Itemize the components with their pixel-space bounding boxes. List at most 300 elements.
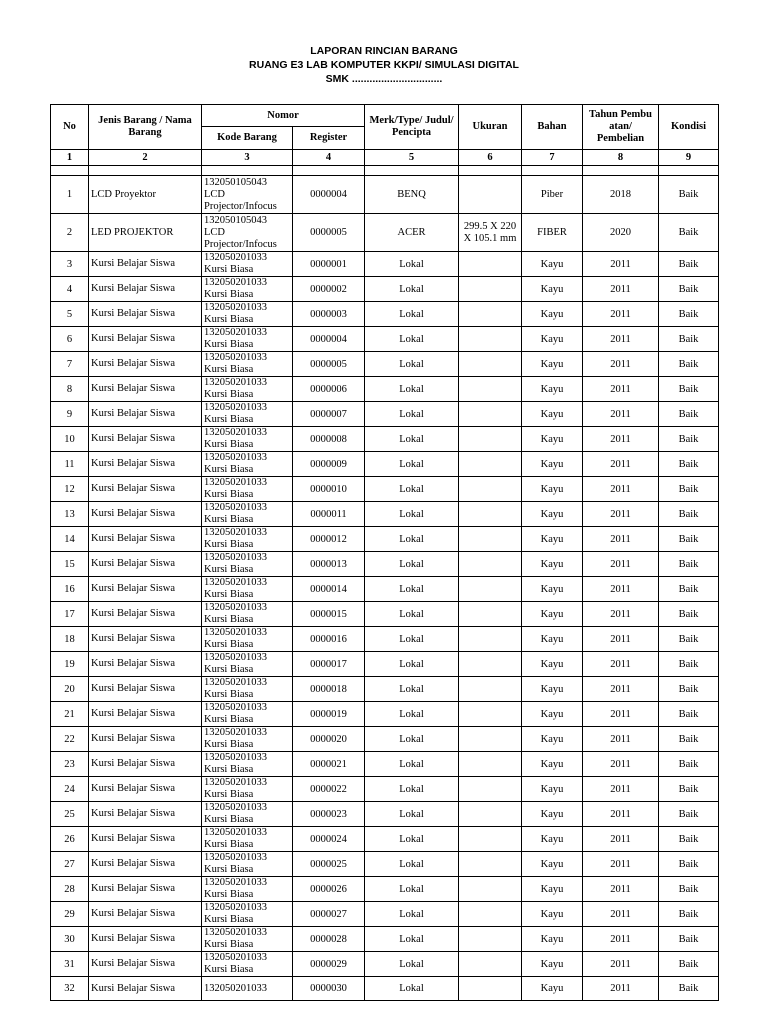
table-row	[51, 477, 719, 502]
cell-material: Kayu	[522, 402, 583, 427]
cell-register: 0000029	[293, 952, 365, 977]
cell-size	[459, 327, 522, 352]
cell-item-code: 132050201033 Kursi Biasa	[202, 302, 293, 327]
cell-item-name: Kursi Belajar Siswa	[89, 952, 202, 977]
cell-brand: Lokal	[365, 802, 459, 827]
cell-size	[459, 902, 522, 927]
cell-condition: Baik	[659, 877, 719, 902]
cell-no: 16	[51, 577, 89, 602]
cell-no: 19	[51, 652, 89, 677]
cell-material: Kayu	[522, 477, 583, 502]
cell-item-name: Kursi Belajar Siswa	[89, 627, 202, 652]
cell-size	[459, 702, 522, 727]
col-header-tahun: Tahun Pembu atan/ Pembelian	[583, 105, 659, 150]
cell-item-code: 132050105043 LCD Projector/Infocus	[202, 214, 293, 252]
cell-size	[459, 377, 522, 402]
cell-brand: Lokal	[365, 727, 459, 752]
cell-condition: Baik	[659, 352, 719, 377]
cell-brand: Lokal	[365, 552, 459, 577]
cell-brand: Lokal	[365, 652, 459, 677]
school-line: SMK ...............................	[325, 73, 443, 85]
cell-item-name: Kursi Belajar Siswa	[89, 452, 202, 477]
table-row	[51, 602, 719, 627]
cell-year: 2011	[583, 502, 659, 527]
cell-register: 0000004	[293, 327, 365, 352]
col-number: 6	[459, 150, 522, 166]
cell-register: 0000005	[293, 214, 365, 252]
cell-register: 0000009	[293, 452, 365, 477]
cell-item-name: Kursi Belajar Siswa	[89, 677, 202, 702]
cell-register: 0000012	[293, 527, 365, 552]
cell-size	[459, 977, 522, 1001]
cell-item-code: 132050201033 Kursi Biasa	[202, 252, 293, 277]
cell-material: Kayu	[522, 377, 583, 402]
cell-condition: Baik	[659, 827, 719, 852]
table-row	[51, 377, 719, 402]
cell-no: 13	[51, 502, 89, 527]
cell-year: 2011	[583, 702, 659, 727]
cell-condition: Baik	[659, 502, 719, 527]
cell-year: 2011	[583, 302, 659, 327]
cell-item-code: 132050201033 Kursi Biasa	[202, 352, 293, 377]
cell-no: 25	[51, 802, 89, 827]
cell-item-name: Kursi Belajar Siswa	[89, 427, 202, 452]
cell-condition: Baik	[659, 577, 719, 602]
cell-register: 0000028	[293, 927, 365, 952]
cell-item-name: Kursi Belajar Siswa	[89, 327, 202, 352]
cell-item-code: 132050201033 Kursi Biasa	[202, 377, 293, 402]
cell-register: 0000027	[293, 902, 365, 927]
cell-no: 23	[51, 752, 89, 777]
cell-size	[459, 927, 522, 952]
spacer-row	[51, 166, 719, 176]
col-number: 1	[51, 150, 89, 166]
cell-no: 31	[51, 952, 89, 977]
cell-material: FIBER	[522, 214, 583, 252]
cell-no: 20	[51, 677, 89, 702]
cell-year: 2011	[583, 952, 659, 977]
cell-register: 0000001	[293, 252, 365, 277]
col-number: 8	[583, 150, 659, 166]
cell-register: 0000026	[293, 877, 365, 902]
cell-brand: ACER	[365, 214, 459, 252]
cell-no: 27	[51, 852, 89, 877]
cell-no: 11	[51, 452, 89, 477]
cell-condition: Baik	[659, 427, 719, 452]
cell-no: 15	[51, 552, 89, 577]
col-number: 2	[89, 150, 202, 166]
cell-condition: Baik	[659, 452, 719, 477]
cell-register: 0000008	[293, 427, 365, 452]
cell-material: Kayu	[522, 827, 583, 852]
cell-item-name: Kursi Belajar Siswa	[89, 277, 202, 302]
table-row	[51, 952, 719, 977]
table-row	[51, 352, 719, 377]
cell-year: 2011	[583, 852, 659, 877]
cell-no: 3	[51, 252, 89, 277]
cell-condition: Baik	[659, 327, 719, 352]
cell-size	[459, 402, 522, 427]
cell-item-name: Kursi Belajar Siswa	[89, 527, 202, 552]
cell-size	[459, 877, 522, 902]
cell-condition: Baik	[659, 252, 719, 277]
cell-item-name: Kursi Belajar Siswa	[89, 652, 202, 677]
cell-year: 2011	[583, 627, 659, 652]
table-row	[51, 827, 719, 852]
table-row	[51, 727, 719, 752]
col-number: 3	[202, 150, 293, 166]
cell-condition: Baik	[659, 652, 719, 677]
cell-register: 0000014	[293, 577, 365, 602]
cell-item-code: 132050201033 Kursi Biasa	[202, 602, 293, 627]
cell-item-code: 132050201033 Kursi Biasa	[202, 877, 293, 902]
cell-item-name: Kursi Belajar Siswa	[89, 502, 202, 527]
cell-no: 17	[51, 602, 89, 627]
cell-condition: Baik	[659, 477, 719, 502]
col-header-merk: Merk/Type/ Judul/ Pencipta	[365, 105, 459, 150]
cell-size	[459, 352, 522, 377]
cell-item-name: Kursi Belajar Siswa	[89, 777, 202, 802]
cell-material: Kayu	[522, 852, 583, 877]
cell-no: 24	[51, 777, 89, 802]
cell-condition: Baik	[659, 727, 719, 752]
cell-item-code: 132050201033 Kursi Biasa	[202, 777, 293, 802]
cell-year: 2011	[583, 977, 659, 1001]
cell-item-code: 132050201033 Kursi Biasa	[202, 677, 293, 702]
cell-register: 0000004	[293, 176, 365, 214]
cell-condition: Baik	[659, 777, 719, 802]
cell-brand: Lokal	[365, 602, 459, 627]
cell-size	[459, 277, 522, 302]
cell-brand: Lokal	[365, 402, 459, 427]
cell-material: Kayu	[522, 652, 583, 677]
cell-no: 26	[51, 827, 89, 852]
col-header-register: Register	[293, 127, 365, 150]
cell-item-name: Kursi Belajar Siswa	[89, 252, 202, 277]
cell-brand: Lokal	[365, 952, 459, 977]
cell-size	[459, 527, 522, 552]
cell-brand: Lokal	[365, 827, 459, 852]
table-row	[51, 252, 719, 277]
cell-material: Kayu	[522, 902, 583, 927]
cell-item-name: LCD Proyektor	[89, 176, 202, 214]
cell-condition: Baik	[659, 752, 719, 777]
cell-year: 2011	[583, 352, 659, 377]
cell-brand: Lokal	[365, 902, 459, 927]
table-row	[51, 777, 719, 802]
cell-no: 7	[51, 352, 89, 377]
cell-year: 2018	[583, 176, 659, 214]
cell-brand: Lokal	[365, 977, 459, 1001]
cell-brand: Lokal	[365, 302, 459, 327]
cell-item-name: Kursi Belajar Siswa	[89, 852, 202, 877]
cell-material: Kayu	[522, 352, 583, 377]
cell-year: 2011	[583, 902, 659, 927]
table-row	[51, 214, 719, 252]
cell-size	[459, 677, 522, 702]
cell-material: Kayu	[522, 977, 583, 1001]
cell-condition: Baik	[659, 602, 719, 627]
col-header-kondisi: Kondisi	[659, 105, 719, 150]
col-header-no: No	[51, 105, 89, 150]
cell-condition: Baik	[659, 176, 719, 214]
cell-item-code: 132050201033 Kursi Biasa	[202, 577, 293, 602]
cell-size	[459, 627, 522, 652]
cell-material: Kayu	[522, 677, 583, 702]
cell-item-code: 132050201033 Kursi Biasa	[202, 902, 293, 927]
cell-year: 2011	[583, 927, 659, 952]
cell-year: 2011	[583, 327, 659, 352]
cell-item-code: 132050201033 Kursi Biasa	[202, 652, 293, 677]
cell-item-code: 132050201033 Kursi Biasa	[202, 527, 293, 552]
cell-brand: Lokal	[365, 377, 459, 402]
cell-material: Kayu	[522, 277, 583, 302]
cell-register: 0000016	[293, 627, 365, 652]
cell-register: 0000002	[293, 277, 365, 302]
cell-size	[459, 777, 522, 802]
cell-size	[459, 252, 522, 277]
cell-year: 2011	[583, 402, 659, 427]
cell-year: 2011	[583, 677, 659, 702]
table-row	[51, 552, 719, 577]
cell-condition: Baik	[659, 377, 719, 402]
cell-item-name: Kursi Belajar Siswa	[89, 352, 202, 377]
col-number: 7	[522, 150, 583, 166]
cell-register: 0000021	[293, 752, 365, 777]
cell-item-name: Kursi Belajar Siswa	[89, 802, 202, 827]
cell-brand: BENQ	[365, 176, 459, 214]
cell-condition: Baik	[659, 927, 719, 952]
cell-item-code: 132050201033 Kursi Biasa	[202, 852, 293, 877]
table-row	[51, 977, 719, 1001]
cell-condition: Baik	[659, 214, 719, 252]
table-row	[51, 802, 719, 827]
cell-register: 0000006	[293, 377, 365, 402]
cell-register: 0000022	[293, 777, 365, 802]
cell-no: 9	[51, 402, 89, 427]
cell-year: 2011	[583, 827, 659, 852]
cell-item-name: Kursi Belajar Siswa	[89, 927, 202, 952]
cell-material: Kayu	[522, 327, 583, 352]
cell-register: 0000017	[293, 652, 365, 677]
cell-brand: Lokal	[365, 427, 459, 452]
cell-no: 10	[51, 427, 89, 452]
cell-no: 12	[51, 477, 89, 502]
cell-brand: Lokal	[365, 352, 459, 377]
cell-material: Piber	[522, 176, 583, 214]
table-row	[51, 427, 719, 452]
cell-item-code: 132050201033 Kursi Biasa	[202, 927, 293, 952]
cell-size	[459, 452, 522, 477]
cell-item-code: 132050105043 LCD Projector/Infocus	[202, 176, 293, 214]
cell-no: 30	[51, 927, 89, 952]
cell-no: 8	[51, 377, 89, 402]
cell-no: 32	[51, 977, 89, 1001]
cell-register: 0000007	[293, 402, 365, 427]
column-number-row	[51, 150, 719, 166]
cell-item-name: Kursi Belajar Siswa	[89, 902, 202, 927]
cell-brand: Lokal	[365, 677, 459, 702]
col-header-nomor: Nomor	[202, 105, 365, 127]
cell-year: 2011	[583, 877, 659, 902]
cell-year: 2011	[583, 602, 659, 627]
cell-condition: Baik	[659, 402, 719, 427]
cell-material: Kayu	[522, 602, 583, 627]
cell-size	[459, 427, 522, 452]
cell-brand: Lokal	[365, 777, 459, 802]
cell-item-code: 132050201033 Kursi Biasa	[202, 502, 293, 527]
col-number: 9	[659, 150, 719, 166]
cell-material: Kayu	[522, 727, 583, 752]
table-row	[51, 902, 719, 927]
cell-item-name: Kursi Belajar Siswa	[89, 552, 202, 577]
col-header-bahan: Bahan	[522, 105, 583, 150]
cell-register: 0000023	[293, 802, 365, 827]
cell-register: 0000024	[293, 827, 365, 852]
cell-item-code: 132050201033 Kursi Biasa	[202, 627, 293, 652]
cell-size	[459, 827, 522, 852]
cell-size	[459, 577, 522, 602]
cell-no: 22	[51, 727, 89, 752]
cell-material: Kayu	[522, 502, 583, 527]
cell-item-code: 132050201033 Kursi Biasa	[202, 827, 293, 852]
cell-register: 0000010	[293, 477, 365, 502]
cell-no: 2	[51, 214, 89, 252]
cell-no: 1	[51, 176, 89, 214]
cell-item-code: 132050201033 Kursi Biasa	[202, 802, 293, 827]
cell-material: Kayu	[522, 452, 583, 477]
cell-item-name: Kursi Belajar Siswa	[89, 477, 202, 502]
cell-size	[459, 802, 522, 827]
cell-brand: Lokal	[365, 927, 459, 952]
cell-item-code: 132050201033 Kursi Biasa	[202, 727, 293, 752]
cell-condition: Baik	[659, 702, 719, 727]
table-row	[51, 527, 719, 552]
cell-brand: Lokal	[365, 877, 459, 902]
col-header-jenis: Jenis Barang / Nama Barang	[89, 105, 202, 150]
cell-item-name: Kursi Belajar Siswa	[89, 827, 202, 852]
cell-year: 2011	[583, 727, 659, 752]
cell-no: 6	[51, 327, 89, 352]
cell-no: 5	[51, 302, 89, 327]
cell-no: 28	[51, 877, 89, 902]
cell-size	[459, 552, 522, 577]
cell-no: 29	[51, 902, 89, 927]
cell-brand: Lokal	[365, 477, 459, 502]
cell-item-name: Kursi Belajar Siswa	[89, 377, 202, 402]
cell-size	[459, 752, 522, 777]
cell-item-name: Kursi Belajar Siswa	[89, 602, 202, 627]
col-header-kode: Kode Barang	[202, 127, 293, 150]
col-number: 5	[365, 150, 459, 166]
cell-brand: Lokal	[365, 452, 459, 477]
cell-item-code: 132050201033 Kursi Biasa	[202, 552, 293, 577]
cell-material: Kayu	[522, 577, 583, 602]
cell-size	[459, 302, 522, 327]
cell-material: Kayu	[522, 627, 583, 652]
header-row	[51, 105, 719, 127]
cell-year: 2011	[583, 577, 659, 602]
cell-size	[459, 727, 522, 752]
cell-year: 2011	[583, 652, 659, 677]
cell-year: 2011	[583, 452, 659, 477]
cell-year: 2011	[583, 552, 659, 577]
cell-item-name: Kursi Belajar Siswa	[89, 702, 202, 727]
table-row	[51, 652, 719, 677]
table-row	[51, 502, 719, 527]
cell-register: 0000020	[293, 727, 365, 752]
cell-brand: Lokal	[365, 577, 459, 602]
table-row	[51, 877, 719, 902]
cell-brand: Lokal	[365, 327, 459, 352]
cell-year: 2011	[583, 527, 659, 552]
table-row	[51, 852, 719, 877]
cell-year: 2011	[583, 427, 659, 452]
cell-brand: Lokal	[365, 277, 459, 302]
cell-item-code: 132050201033 Kursi Biasa	[202, 477, 293, 502]
report-title: LAPORAN RINCIAN BARANG	[310, 45, 458, 57]
cell-condition: Baik	[659, 627, 719, 652]
cell-material: Kayu	[522, 252, 583, 277]
cell-condition: Baik	[659, 952, 719, 977]
cell-material: Kayu	[522, 702, 583, 727]
cell-register: 0000019	[293, 702, 365, 727]
cell-year: 2011	[583, 277, 659, 302]
cell-register: 0000025	[293, 852, 365, 877]
cell-size	[459, 652, 522, 677]
table-row	[51, 277, 719, 302]
cell-item-name: Kursi Belajar Siswa	[89, 752, 202, 777]
cell-item-code: 132050201033 Kursi Biasa	[202, 702, 293, 727]
cell-item-name: Kursi Belajar Siswa	[89, 877, 202, 902]
cell-material: Kayu	[522, 752, 583, 777]
cell-register: 0000018	[293, 677, 365, 702]
cell-register: 0000011	[293, 502, 365, 527]
cell-item-code: 132050201033 Kursi Biasa	[202, 952, 293, 977]
table-row	[51, 677, 719, 702]
cell-no: 14	[51, 527, 89, 552]
cell-material: Kayu	[522, 552, 583, 577]
cell-brand: Lokal	[365, 702, 459, 727]
cell-material: Kayu	[522, 427, 583, 452]
table-row	[51, 577, 719, 602]
cell-size	[459, 502, 522, 527]
cell-item-code: 132050201033 Kursi Biasa	[202, 402, 293, 427]
cell-year: 2011	[583, 477, 659, 502]
cell-register: 0000030	[293, 977, 365, 1001]
cell-condition: Baik	[659, 902, 719, 927]
cell-register: 0000013	[293, 552, 365, 577]
col-number: 4	[293, 150, 365, 166]
cell-material: Kayu	[522, 877, 583, 902]
cell-size	[459, 852, 522, 877]
cell-no: 4	[51, 277, 89, 302]
cell-condition: Baik	[659, 677, 719, 702]
room-subtitle: RUANG E3 LAB KOMPUTER KKPI/ SIMULASI DIGITAL	[249, 59, 519, 71]
cell-condition: Baik	[659, 802, 719, 827]
cell-item-code: 132050201033 Kursi Biasa	[202, 427, 293, 452]
cell-brand: Lokal	[365, 502, 459, 527]
table-row	[51, 302, 719, 327]
cell-no: 21	[51, 702, 89, 727]
cell-item-name: LED PROJEKTOR	[89, 214, 202, 252]
cell-item-code: 132050201033 Kursi Biasa	[202, 327, 293, 352]
cell-brand: Lokal	[365, 627, 459, 652]
cell-item-name: Kursi Belajar Siswa	[89, 302, 202, 327]
cell-size	[459, 602, 522, 627]
table-row	[51, 627, 719, 652]
table-row	[51, 752, 719, 777]
